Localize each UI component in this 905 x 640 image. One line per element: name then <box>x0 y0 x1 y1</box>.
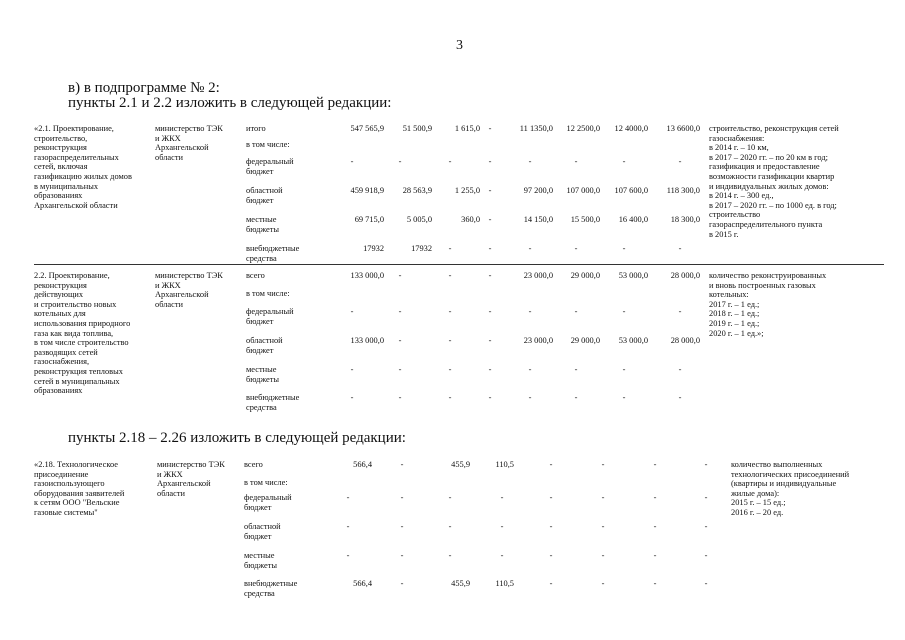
amount-cell: - <box>346 551 350 560</box>
executor-line: области <box>155 152 183 162</box>
amount-cell: - <box>350 365 354 374</box>
amount-cell: - <box>528 307 532 316</box>
amount-cell: 14 150,0 <box>523 215 553 224</box>
section-subheading: пункты 2.1 и 2.2 изложить в следующей редакции: <box>68 95 392 111</box>
funding-source <box>244 478 288 488</box>
item-name-line: газа как вида топлива, <box>34 328 114 338</box>
amount-cell: 16 400,0 <box>618 215 648 224</box>
expected-result-line: жилые дома): <box>731 488 780 498</box>
amount-cell: - <box>622 307 626 316</box>
expected-result-line: 2015 г. – 15 ед.; <box>731 498 786 508</box>
item-name-line: «2.18. Технологическое <box>34 460 118 469</box>
amount-cell: 17932 <box>363 244 384 253</box>
amount-cell: 5 005,0 <box>406 215 432 224</box>
item-name-line: в том числе строительство <box>34 338 129 348</box>
executor-line: Архангельской <box>155 290 209 300</box>
funding-source <box>244 493 292 512</box>
amount-cell: - <box>622 393 626 402</box>
funding-source <box>246 186 283 205</box>
executor-line: и ЖКХ <box>155 133 181 143</box>
item-name <box>34 124 132 210</box>
funding-source-line: внебюджетные <box>246 393 300 402</box>
item-name-line: разводящих сетей <box>34 347 98 357</box>
amount-cell: - <box>398 307 402 316</box>
amount-cell: 455,9 <box>451 460 470 469</box>
funding-source-line: бюджеты <box>244 560 278 570</box>
item-name-line: Архангельской области <box>34 200 118 210</box>
amount-cell: - <box>488 157 492 166</box>
funding-source <box>246 365 279 384</box>
amount-cell: - <box>398 365 402 374</box>
item-name <box>34 271 130 396</box>
amount-cell: - <box>601 551 605 560</box>
item-name-line: присоединение <box>34 469 89 479</box>
amount-cell: - <box>398 157 402 166</box>
expected-result-line: газораспределительного пункта <box>709 219 823 229</box>
expected-result-line: 2018 г. – 1 ед.; <box>709 309 760 319</box>
funding-source-line: всего <box>244 460 263 469</box>
amount-cell: - <box>448 551 452 560</box>
amount-cell: - <box>601 460 605 469</box>
amount-cell: - <box>448 522 452 531</box>
amount-cell: 17932 <box>411 244 432 253</box>
amount-cell: - <box>400 551 404 560</box>
item-name-line: сетей в муниципальных <box>34 376 120 386</box>
page-number: 3 <box>456 38 463 53</box>
funding-source-line: внебюджетные <box>246 244 300 253</box>
amount-cell: - <box>549 579 553 588</box>
item-name-line: использования природного <box>34 318 131 328</box>
amount-cell: - <box>398 271 402 280</box>
funding-source-line: местные <box>246 365 277 374</box>
amount-cell: 455,9 <box>451 579 470 588</box>
amount-cell: - <box>448 307 452 316</box>
amount-cell: 12 2500,0 <box>566 124 600 133</box>
amount-cell: 29 000,0 <box>570 336 600 345</box>
funding-source <box>246 307 294 326</box>
amount-cell: - <box>488 336 492 345</box>
amount-cell: - <box>704 551 708 560</box>
amount-cell: 12 4000,0 <box>614 124 648 133</box>
expected-result-line: котельных: <box>709 290 749 300</box>
expected-result-line: количество выполненных <box>731 460 823 469</box>
amount-cell: 133 000,0 <box>350 336 384 345</box>
amount-cell: - <box>549 493 553 502</box>
executor-line: области <box>155 299 183 309</box>
amount-cell: - <box>622 157 626 166</box>
funding-source-line: бюджет <box>246 166 274 176</box>
funding-source <box>244 460 263 470</box>
amount-cell: - <box>398 393 402 402</box>
amount-cell: 28 563,9 <box>402 186 432 195</box>
amount-cell: - <box>350 307 354 316</box>
amount-cell: 118 300,0 <box>666 186 700 195</box>
expected-result-line: возможности газификации квартир <box>709 171 835 181</box>
amount-cell: 133 000,0 <box>350 271 384 280</box>
funding-source-line: федеральный <box>246 307 294 316</box>
executor <box>155 124 223 162</box>
item-name-line: образованиях <box>34 386 83 396</box>
expected-result-line: строительство <box>709 210 761 220</box>
amount-cell: 28 000,0 <box>670 271 700 280</box>
section-subheading-2: пункты 2.18 – 2.26 изложить в следующей редакции: <box>68 430 406 446</box>
amount-cell: - <box>488 271 492 280</box>
amount-cell: - <box>500 522 504 531</box>
amount-cell: 23 000,0 <box>523 271 553 280</box>
expected-result <box>709 271 826 338</box>
item-name-line: котельных для <box>34 309 86 319</box>
amount-cell: - <box>448 393 452 402</box>
amount-cell: - <box>448 244 452 253</box>
amount-cell: - <box>574 157 578 166</box>
funding-source-line: внебюджетные <box>244 579 298 588</box>
funding-source-line: бюджет <box>246 345 274 355</box>
amount-cell: - <box>574 365 578 374</box>
expected-result-line: в 2015 г. <box>709 229 739 239</box>
amount-cell: - <box>622 365 626 374</box>
expected-result-line: в 2017 – 2020 гг. – по 1000 ед. в год; <box>709 200 837 210</box>
item-name-line: газоснабжения, <box>34 357 90 367</box>
amount-cell: 29 000,0 <box>570 271 600 280</box>
item-name-line: сетей, включая <box>34 162 88 172</box>
amount-cell: - <box>601 522 605 531</box>
item-name-line: оборудования заявителей <box>34 488 125 498</box>
amount-cell: - <box>678 307 682 316</box>
item-name-line: реконструкция <box>34 280 87 290</box>
executor <box>157 460 225 498</box>
amount-cell: - <box>653 551 657 560</box>
funding-source-line: областной <box>244 522 281 531</box>
item-name-line: 2.2. Проектирование, <box>34 271 110 280</box>
item-name-line: газораспределительных <box>34 152 119 162</box>
item-name-line: газоиспользующего <box>34 479 105 489</box>
funding-source-line: в том числе: <box>246 289 290 298</box>
amount-cell: 1 255,0 <box>454 186 480 195</box>
funding-source-line: областной <box>246 186 283 195</box>
funding-source-line: средства <box>244 588 275 598</box>
funding-source-line: местные <box>244 551 275 560</box>
amount-cell: - <box>400 460 404 469</box>
amount-cell: - <box>528 365 532 374</box>
funding-source-line: федеральный <box>246 157 294 166</box>
executor-line: министерство ТЭК <box>155 271 223 280</box>
amount-cell: - <box>488 393 492 402</box>
expected-result-line: газоснабжения: <box>709 133 765 143</box>
amount-cell: 566,4 <box>353 579 372 588</box>
amount-cell: 360,0 <box>461 215 480 224</box>
amount-cell: - <box>678 393 682 402</box>
amount-cell: - <box>704 493 708 502</box>
amount-cell: - <box>448 271 452 280</box>
amount-cell: 23 000,0 <box>523 336 553 345</box>
amount-cell: - <box>448 365 452 374</box>
funding-source <box>246 271 265 281</box>
funding-source-line: всего <box>246 271 265 280</box>
expected-result <box>731 460 849 518</box>
item-name-line: реконструкция <box>34 143 87 153</box>
funding-source <box>244 522 281 541</box>
amount-cell: 1 615,0 <box>454 124 480 133</box>
funding-source <box>246 215 279 234</box>
funding-source-line: средства <box>246 402 277 412</box>
amount-cell: - <box>653 493 657 502</box>
amount-cell: 97 200,0 <box>523 186 553 195</box>
executor-line: Архангельской <box>155 143 209 153</box>
amount-cell: - <box>704 522 708 531</box>
amount-cell: - <box>350 157 354 166</box>
executor-line: министерство ТЭК <box>157 460 225 469</box>
amount-cell: - <box>488 215 492 224</box>
item-name-line: строительство, <box>34 133 88 143</box>
item-name-line: газовые системы" <box>34 507 98 517</box>
amount-cell: 69 715,0 <box>354 215 384 224</box>
amount-cell: - <box>398 336 402 345</box>
expected-result-line: в 2017 – 2020 гг. – по 20 км в год; <box>709 152 828 162</box>
item-name <box>34 460 124 518</box>
funding-source-line: бюджеты <box>246 224 280 234</box>
amount-cell: - <box>400 493 404 502</box>
expected-result-line: количество реконструированных <box>709 271 827 280</box>
amount-cell: - <box>500 493 504 502</box>
executor-line: и ЖКХ <box>157 469 183 479</box>
amount-cell: - <box>528 157 532 166</box>
funding-source <box>246 289 290 299</box>
expected-result-line: 2019 г. – 1 ед.; <box>709 318 760 328</box>
funding-source <box>246 244 299 263</box>
item-name-line: действующих <box>34 290 84 300</box>
expected-result-line: 2017 г. – 1 ед.; <box>709 299 760 309</box>
item-name-line: в муниципальных <box>34 181 99 191</box>
amount-cell: - <box>678 365 682 374</box>
amount-cell: - <box>653 460 657 469</box>
funding-source-line: бюджет <box>244 531 272 541</box>
amount-cell: - <box>448 493 452 502</box>
funding-source-line: областной <box>246 336 283 345</box>
amount-cell: - <box>549 522 553 531</box>
amount-cell: 13 6600,0 <box>666 124 700 133</box>
amount-cell: - <box>549 460 553 469</box>
amount-cell: - <box>528 393 532 402</box>
amount-cell: 107 600,0 <box>614 186 648 195</box>
amount-cell: - <box>678 157 682 166</box>
executor-line: Архангельской <box>157 479 211 489</box>
item-name-line: «2.1. Проектирование, <box>34 124 114 133</box>
amount-cell: - <box>500 551 504 560</box>
expected-result-line: строительство, реконструкция сетей <box>709 124 839 133</box>
amount-cell: 15 500,0 <box>570 215 600 224</box>
amount-cell: - <box>653 579 657 588</box>
amount-cell: - <box>448 157 452 166</box>
amount-cell: 18 300,0 <box>670 215 700 224</box>
amount-cell: 110,5 <box>495 579 514 588</box>
amount-cell: - <box>488 186 492 195</box>
executor <box>155 271 223 309</box>
amount-cell: - <box>574 393 578 402</box>
amount-cell: - <box>601 493 605 502</box>
funding-source <box>246 336 283 355</box>
amount-cell: - <box>448 336 452 345</box>
amount-cell: 107 000,0 <box>566 186 600 195</box>
funding-source-line: в том числе: <box>244 478 288 487</box>
amount-cell: 566,4 <box>353 460 372 469</box>
amount-cell: 11 1350,0 <box>519 124 553 133</box>
funding-source-line: федеральный <box>244 493 292 502</box>
amount-cell: - <box>346 493 350 502</box>
amount-cell: - <box>350 393 354 402</box>
expected-result-line: газификация и предоставление <box>709 162 820 172</box>
amount-cell: - <box>678 244 682 253</box>
amount-cell: 51 500,9 <box>402 124 432 133</box>
funding-source-line: бюджет <box>246 195 274 205</box>
expected-result-line: технологических присоединений <box>731 469 850 479</box>
funding-source <box>246 140 290 150</box>
amount-cell: - <box>574 307 578 316</box>
funding-source-line: бюджет <box>246 316 274 326</box>
executor-line: министерство ТЭК <box>155 124 223 133</box>
funding-source <box>244 551 277 570</box>
amount-cell: 53 000,0 <box>618 271 648 280</box>
amount-cell: 28 000,0 <box>670 336 700 345</box>
expected-result-line: в 2014 г. – 10 км, <box>709 143 769 153</box>
executor-line: области <box>157 488 185 498</box>
amount-cell: - <box>528 244 532 253</box>
funding-source-line: местные <box>246 215 277 224</box>
expected-result-line: (квартиры и индивидуальные <box>731 479 837 489</box>
expected-result-line: и индивидуальных жилых домов: <box>709 181 829 191</box>
amount-cell: - <box>488 124 492 133</box>
amount-cell: - <box>549 551 553 560</box>
amount-cell: - <box>622 244 626 253</box>
executor-line: и ЖКХ <box>155 280 181 290</box>
funding-source <box>246 393 299 412</box>
funding-source-line: бюджеты <box>246 374 280 384</box>
amount-cell: 459 918,9 <box>350 186 384 195</box>
item-name-line: и строительство новых <box>34 299 117 309</box>
amount-cell: - <box>488 365 492 374</box>
funding-source <box>244 579 297 598</box>
amount-cell: - <box>653 522 657 531</box>
amount-cell: - <box>704 579 708 588</box>
amount-cell: - <box>704 460 708 469</box>
amount-cell: - <box>488 244 492 253</box>
amount-cell: - <box>488 307 492 316</box>
expected-result-line: и вновь построенных газовых <box>709 280 816 290</box>
amount-cell: - <box>574 244 578 253</box>
expected-result-line: 2016 г. – 20 ед. <box>731 507 784 517</box>
amount-cell: - <box>400 522 404 531</box>
funding-source <box>246 124 266 134</box>
expected-result-line: в 2014 г. – 300 ед., <box>709 191 774 201</box>
amount-cell: 547 565,9 <box>350 124 384 133</box>
section-heading: в) в подпрограмме № 2: <box>68 80 220 96</box>
funding-source-line: бюджет <box>244 502 272 512</box>
item-name-line: газификацию жилых домов <box>34 171 132 181</box>
item-name-line: к сетям ООО "Вельские <box>34 498 120 508</box>
expected-result-line: 2020 г. – 1 ед.»; <box>709 328 764 338</box>
amount-cell: - <box>346 522 350 531</box>
funding-source <box>246 157 294 176</box>
amount-cell: 110,5 <box>495 460 514 469</box>
funding-source-line: средства <box>246 253 277 263</box>
item-name-line: реконструкция тепловых <box>34 366 123 376</box>
amount-cell: - <box>601 579 605 588</box>
amount-cell: - <box>400 579 404 588</box>
funding-source-line: в том числе: <box>246 140 290 149</box>
funding-source-line: итого <box>246 124 266 133</box>
row-divider <box>34 264 884 265</box>
item-name-line: образованиях <box>34 191 83 201</box>
amount-cell: 53 000,0 <box>618 336 648 345</box>
expected-result <box>709 124 839 239</box>
